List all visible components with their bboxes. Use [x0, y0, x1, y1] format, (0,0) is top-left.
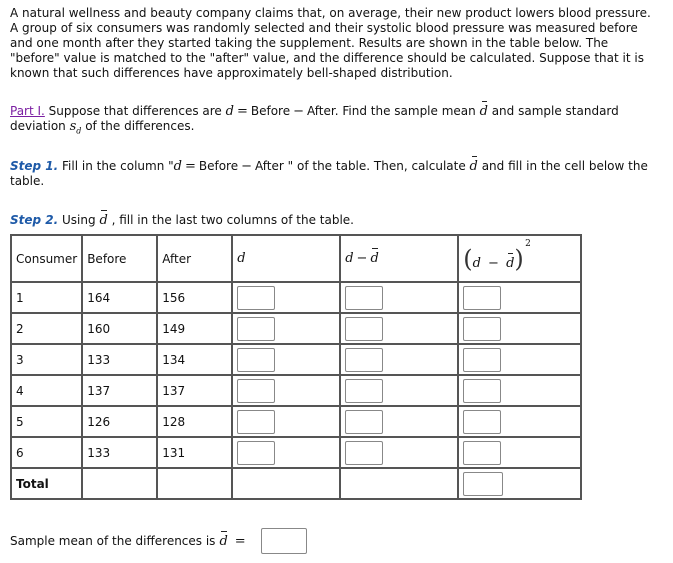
table-row: 6 133 131: [11, 437, 581, 468]
sample-mean-label: Sample mean of the differences is: [10, 534, 216, 548]
d-input[interactable]: [237, 410, 275, 434]
header-before: Before: [82, 235, 157, 282]
d-minus-dbar-input[interactable]: [345, 317, 383, 341]
table-row: 3 133 134: [11, 344, 581, 375]
squared-deviation-input[interactable]: [463, 317, 501, 341]
header-d: d: [232, 235, 340, 282]
step-2-label: Step 2.: [10, 213, 59, 227]
table-row: 1 164 156: [11, 282, 581, 313]
part-1-instructions: Part I. Suppose that differences are d = Before − After. Find the sample mean d and sample standard deviation $s_d$ of the differences.: [10, 104, 619, 136]
step-2-instructions: Step 2. Using d , fill in the last two columns of the table.: [10, 213, 354, 228]
squared-deviation-input[interactable]: [463, 348, 501, 372]
total-squared-deviation-input[interactable]: [463, 472, 503, 496]
header-after: After: [157, 235, 232, 282]
header-d-minus-dbar: d − d: [340, 235, 458, 282]
d-input[interactable]: [237, 441, 275, 465]
d-input[interactable]: [237, 379, 275, 403]
data-table: [10, 234, 582, 500]
header-consumer: Consumer: [11, 235, 82, 282]
d-minus-dbar-input[interactable]: [345, 410, 383, 434]
d-input[interactable]: [237, 286, 275, 310]
header-squared-deviation: (d − d) 2: [458, 235, 581, 282]
d-minus-dbar-input[interactable]: [345, 286, 383, 310]
squared-deviation-input[interactable]: [463, 410, 501, 434]
d-minus-dbar-input[interactable]: [345, 441, 383, 465]
step-1-label: Step 1.: [10, 159, 59, 173]
table-row: 5 126 128: [11, 406, 581, 437]
sample-mean-row: Sample mean of the differences is d =: [10, 528, 307, 554]
total-label: Total: [11, 468, 82, 499]
table-row: 4 137 137: [11, 375, 581, 406]
total-row: [11, 468, 581, 499]
table-header-row: [11, 235, 581, 282]
d-minus-dbar-input[interactable]: [345, 348, 383, 372]
squared-deviation-input[interactable]: [463, 286, 501, 310]
sample-mean-input[interactable]: [261, 528, 307, 554]
part-1-label[interactable]: Part I.: [10, 104, 45, 118]
problem-intro: A natural wellness and beauty company claims that, on average, their new product lowers blood pressure. A group of six consumers was randomly selected and their systolic blood pressure was measured before and one month after they started taking the supplement. Results are shown in the table below. The "before" value is matched to the "after" value, and the difference should be calculated. Suppose that it is known that such differences have approximately bell-shaped distribution.: [10, 6, 651, 80]
d-input[interactable]: [237, 317, 275, 341]
step-1-instructions: Step 1. Fill in the column "d = Before − After " of the table. Then, calculate d and fill in the cell below the table.: [10, 159, 648, 188]
squared-deviation-input[interactable]: [463, 441, 501, 465]
table-row: 2 160 149: [11, 313, 581, 344]
squared-deviation-input[interactable]: [463, 379, 501, 403]
d-input[interactable]: [237, 348, 275, 372]
d-minus-dbar-input[interactable]: [345, 379, 383, 403]
